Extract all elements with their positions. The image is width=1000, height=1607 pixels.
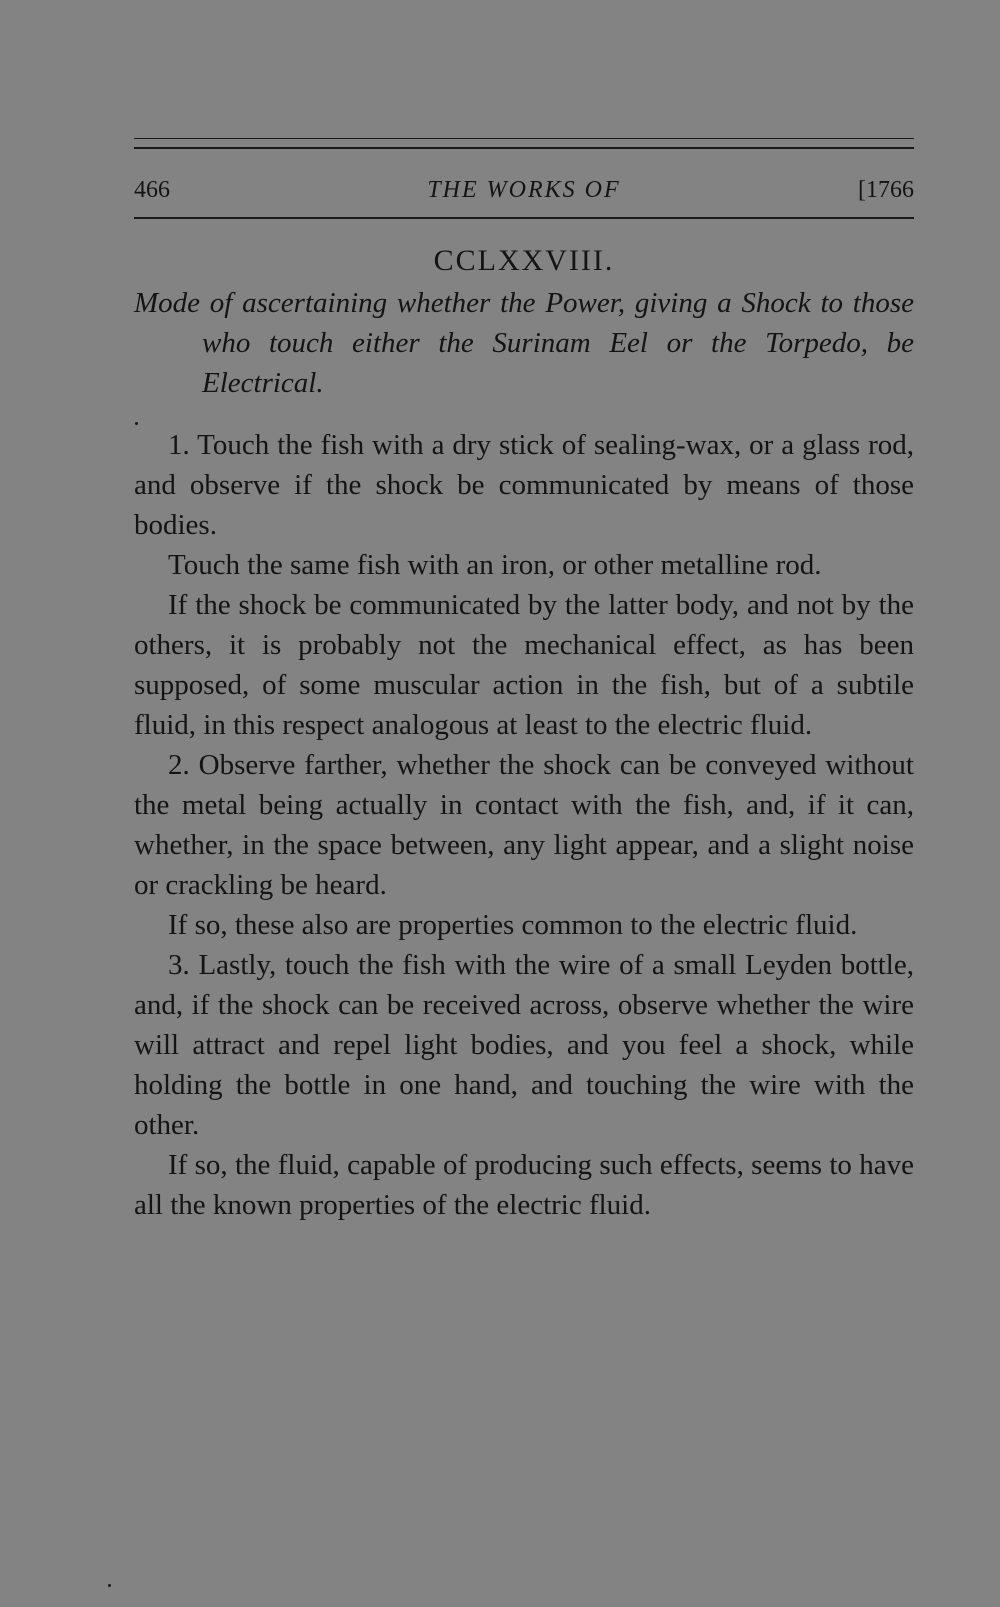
running-title: THE WORKS OF: [427, 177, 621, 203]
chapter-number: CCLXXVIII.: [433, 244, 615, 277]
running-year: [1766: [858, 177, 914, 203]
paragraph: If the shock be communicated by the latter body, and not by the others, it is probably not the mechanical effect, as has been supposed, of some muscular action in the fish, but of a subtile fluid, in this respect analogous at least to the electric fluid.: [134, 589, 914, 741]
paragraph: 1. Touch the fish with a dry stick of sealing-wax, or a glass rod, and observe if the shock be communicated by means of those bodies.: [134, 429, 914, 541]
running-head: [134, 169, 914, 213]
paragraph: Touch the same fish with an iron, or other metalline rod.: [168, 549, 822, 581]
ink-speck: [108, 1584, 111, 1587]
paragraph: 2. Observe farther, whether the shock can be conveyed without the metal being actually in contact with the fish, and, if it can, whether, in the space between, any light appear, and a slight noise or crackling be heard.: [134, 749, 914, 901]
paragraph: If so, these also are properties common to the electric fluid.: [168, 909, 858, 941]
head-rule: [134, 217, 914, 219]
paragraph: If so, the fluid, capable of producing such effects, seems to have all the known properties of the electric fluid.: [134, 1149, 914, 1221]
top-rule-thick: [134, 147, 914, 149]
top-rule-thin: [134, 138, 914, 139]
paragraph: 3. Lastly, touch the fish with the wire of a small Leyden bottle, and, if the shock can be received across, observe whether the wire will attract and repel light bodies, and you feel a shock, while holding the bottle in one hand, and touching the wire with the other.: [134, 949, 914, 1141]
book-page: [134, 138, 914, 1225]
ink-speck: [135, 422, 138, 425]
chapter-heading: Mode of ascertaining whether the Power, giving a Shock to those who touch either the Surinam Eel or the Torpedo, be Electrical.: [134, 287, 914, 399]
body-text: [134, 425, 914, 1225]
page-number: 466: [134, 177, 170, 203]
